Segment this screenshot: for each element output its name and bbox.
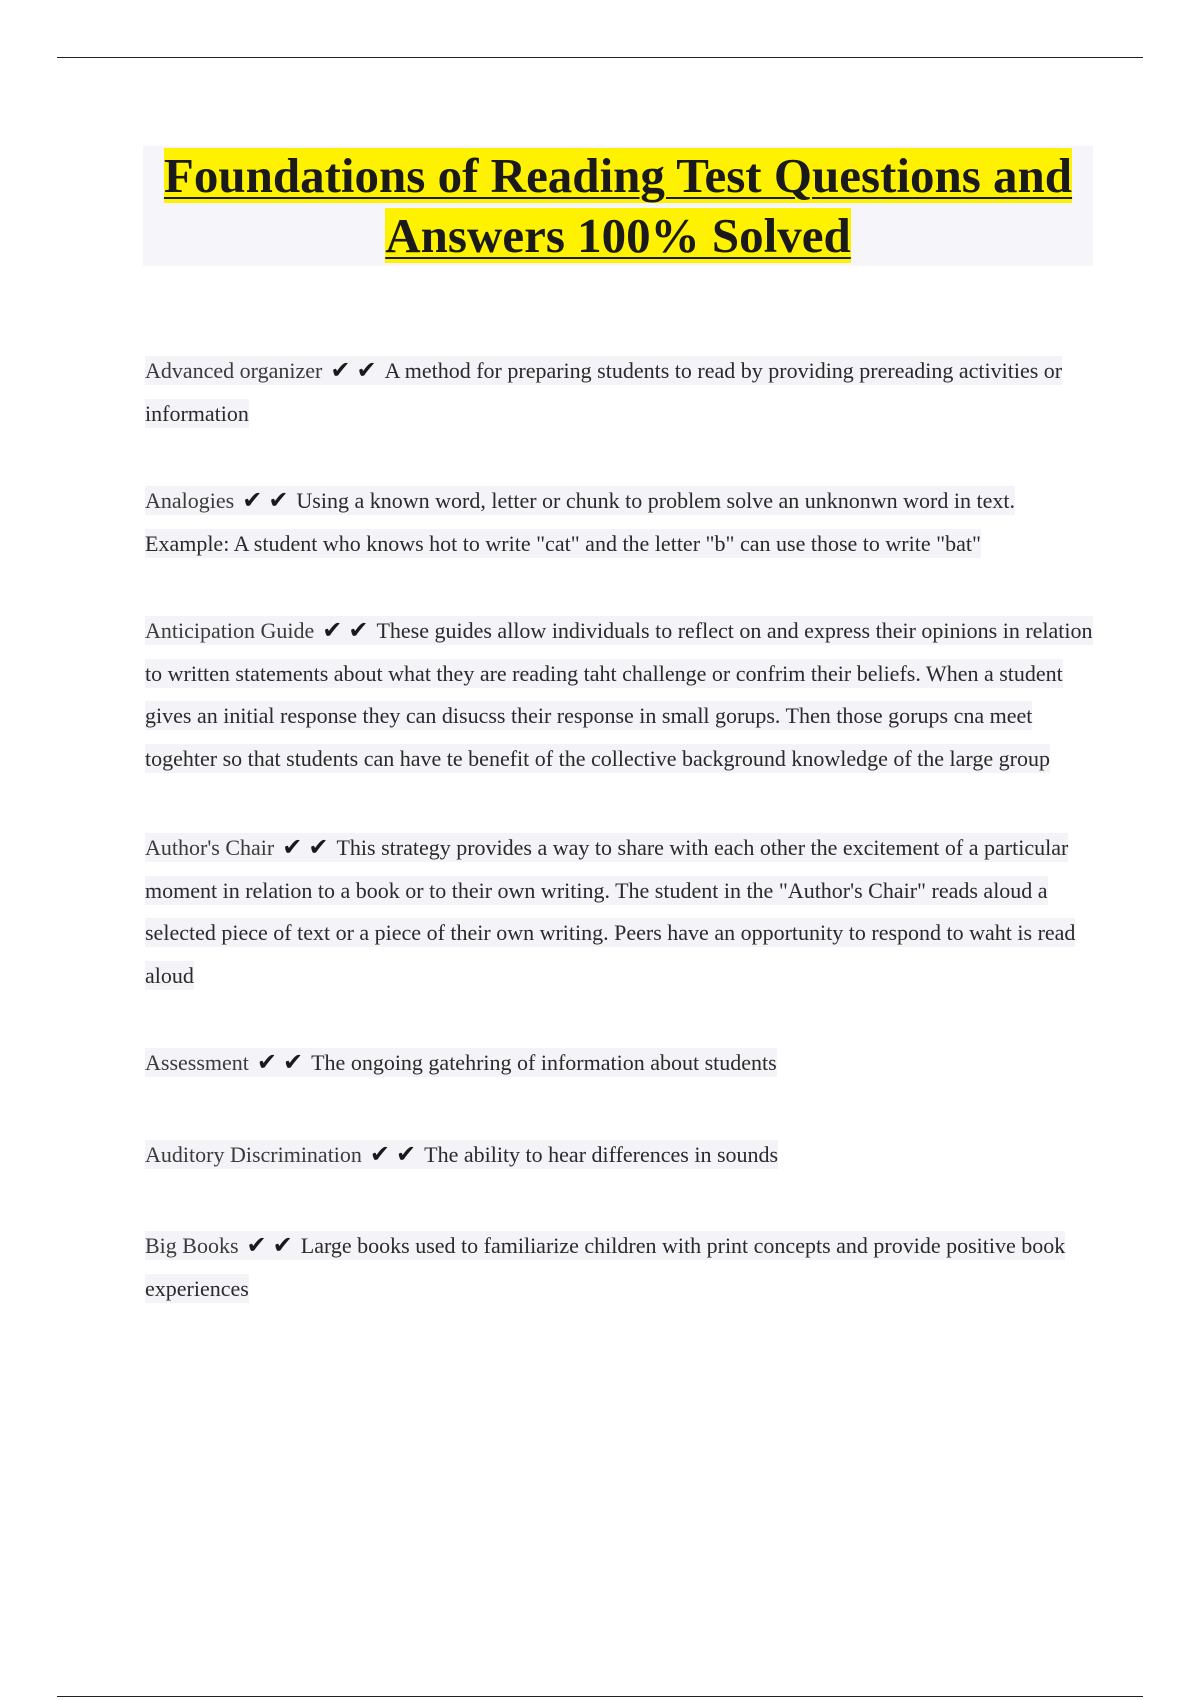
check-mark-icon: ✔✔	[246, 1231, 299, 1259]
entry-anticipation-guide	[145, 609, 1095, 780]
entry-definition: A method for preparing students to read by providing prereading activities or information	[145, 358, 1063, 426]
entry-list	[145, 349, 1095, 1310]
entry-definition: These guides allow individuals to reflect on and express their opinions in relation to written statements about what they are reading taht challenge or confrim their beliefs. When a student gives an initial response they can disucss their response in small gorups. Then those gorups cna meet togehter so that students can have te benefit of the collective background knowledge of the large group	[145, 618, 1093, 771]
document-title	[143, 146, 1093, 266]
entry-assessment	[145, 1041, 1095, 1085]
check-mark-icon: ✔✔	[282, 833, 335, 861]
check-mark-icon: ✔✔	[330, 356, 383, 384]
entry-term: Author's Chair	[145, 835, 275, 860]
entry-term: Auditory Discrimination	[145, 1141, 362, 1167]
check-mark-icon: ✔✔	[322, 616, 375, 644]
check-mark-icon: ✔✔	[369, 1139, 423, 1168]
entry-term: Analogies	[145, 488, 235, 513]
entry-term: Advanced organizer	[145, 358, 323, 383]
check-mark-icon: ✔✔	[242, 486, 295, 514]
title-box	[143, 146, 1093, 266]
entry-definition: Large books used to familiarize children with print concepts and provide positive book experiences	[145, 1233, 1066, 1301]
entry-advanced-organizer	[145, 349, 1095, 435]
entry-term: Anticipation Guide	[145, 618, 315, 643]
top-rule	[57, 57, 1143, 58]
entry-definition: This strategy provides a way to share with each other the excitement of a particular moment in relation to a book or to their own writing. The student in the "Author's Chair" reads aloud a selected piece of text or a piece of their own writing. Peers have an opportunity to respond to waht is read aloud	[145, 835, 1076, 988]
document-title-highlight: Foundations of Reading Test Questions and Answers 100% Solved	[163, 148, 1073, 263]
entry-definition: The ongoing gatehring of information about students	[311, 1050, 777, 1075]
entry-analogies	[145, 479, 1095, 565]
bottom-rule	[57, 1696, 1143, 1697]
entry-auditory-discrimination	[145, 1133, 1095, 1177]
check-mark-icon: ✔✔	[256, 1048, 310, 1076]
entry-term: Big Books	[145, 1233, 239, 1258]
entry-authors-chair	[145, 826, 1095, 997]
entry-definition: Using a known word, letter or chunk to problem solve an unknonwn word in text. Example: A student who knows hot to write "cat" and the letter "b" can use those to write "bat"	[145, 488, 1015, 556]
entry-definition: The ability to hear differences in sounds	[424, 1141, 779, 1167]
entry-term: Assessment	[145, 1050, 249, 1075]
entry-big-books	[145, 1224, 1095, 1310]
